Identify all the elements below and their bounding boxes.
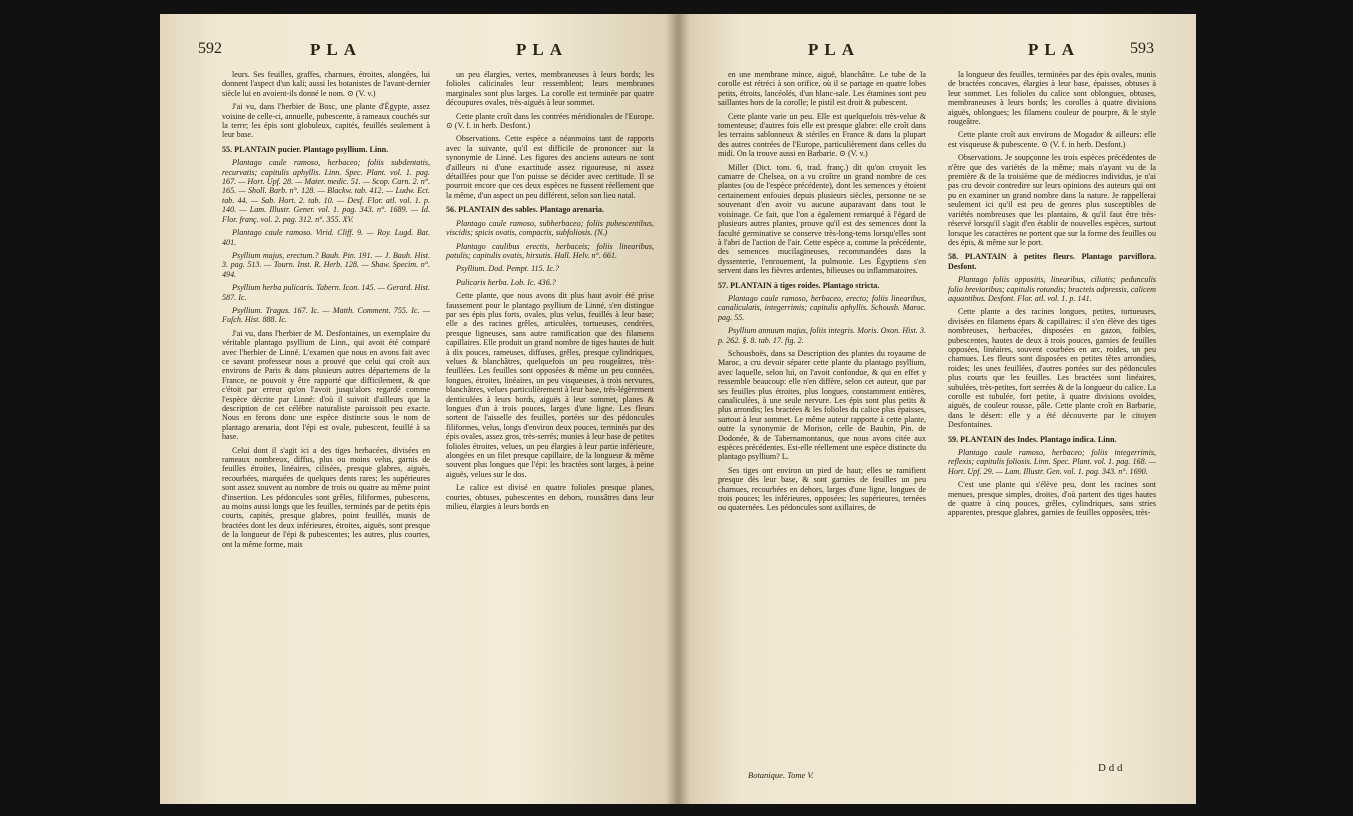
paragraph: Pulicaris herba. Lob. Ic. 436.? — [456, 277, 556, 287]
paragraph: 59. PLANTAIN des Indes. Plantago indica. Linn. — [948, 434, 1117, 444]
paragraph: Plantago foliis oppositis, linearibus, ciliatis; pedunculis folio brevioribus; capitulis rotundis; bracteis adpressis, calicem aquantibus. Desfont. Flor. atl. vol. 1. p. 141. — [948, 275, 1156, 303]
left-page — [160, 14, 678, 804]
text-column-2 — [948, 70, 1156, 522]
paragraph: Psyllium. Dod. Pempt. 115. Ic.? — [456, 264, 560, 274]
running-head-left: PLA — [310, 40, 362, 59]
right-page — [678, 14, 1196, 804]
running-head-left: PLA — [808, 40, 860, 59]
paragraph: J'ai vu, dans l'herbier de Bosc, une plante d'Égypte, assez voisine de celle-ci, annuelle, pubescente, à rameaux couchés sur la terre; les épis sont globuleux, capités, feuillés seulement à leur base. — [222, 102, 430, 140]
paragraph: en une membrane mince, aiguë, blanchâtre. Le tube de la corolle est rétréci à son orifice, où il se partage en quatre lobes petits, étroits, lancéolés, d'un blanc-sale. Les étamines sont peu saillantes hors de la corolle; le pistil est droit & pubescent. — [718, 70, 926, 108]
paragraph: Cette plante a des racines longues, petites, tortueuses, divisées en filamens épars & capillaires: il s'en élève des tiges nombreuses, herbacées, disposées en gazon, foibles, pubescentes, hautes de deux à trois pouces, garnies de feuilles opposées, linéaires, souvent courbées en arc, roides, un peu charnues. Les fleurs sont disposées en petites têtes arrondies, roides; les unes feuillées, d'autres portées sur des pédoncules plus courts que les feuilles. Les bractées sont linéaires, subulées, très-petites, fort serrées & de la longueur du calice. La corolle est tubulée, fort petite, à quatre divisions ovoïdes, aiguës, de couleur rousse, pâle. Cette plante croît en Barbarie, dans le désert: elle y a été découverte par le citoyen Desfontaines. — [948, 307, 1156, 430]
paragraph: Ses tiges ont environ un pied de haut; elles se ramifient presque dès leur base, & sont garnies de feuilles un peu charnues, recourbées en dehors, larges d'une ligne, longues de trois pouces; les inférieures, opposées; les supérieures, ternées ou quaternées. Les pédoncules sont axillaires, de — [718, 465, 926, 513]
running-head-right: PLA — [1028, 40, 1080, 59]
footer-volume: Botanique. Tome V. — [748, 770, 814, 780]
paragraph: Cette plante croît dans les contrées méridionales de l'Europe. ⊙ (V. f. in herb. Desfont.) — [446, 111, 654, 131]
text-column-1 — [718, 70, 926, 517]
paragraph: Schousboës, dans sa Description des plantes du royaume de Maroc, a cru devoir séparer cette plante du plantago psyllium, avec laquelle, selon lui, on l'avoit confondue, & qui en effet y ressemble beaucoup: elle n'en diffère, selon cet auteur, que par ses feuilles plus étroites, plus longues, constamment entières, canaliculées, à une seule nervure. Les épis sont plus petits & plus arrondis; les bractées & les folioles du calice plus épaisses, surtout à leur sommet. Le même auteur rapporte à cette plante, outre la synonymie de Morison, celle de Bauhin, Pin. de Dodonée, & de Tabernamontanus, que nous avons citée aux espèces précédentes. Est-elle réellement une espèce distincte du plantago psyllium? L. — [718, 348, 926, 462]
paragraph: Miller (Dict. tom. 6, trad. franç.) dit qu'on croyoit les camarre de Chelsea, on a vu croître un grand nombre de ces plantes (ou de l'espèce précédente), dont les semences y étoient certainement enfouies depuis plusieurs siècles, personne ne se souvenant d'en avoir vu aucune auparavant dans tout le voisinage. Ce fait, que l'on a également remarqué à l'égard de plusieurs autres plantes, prouve qu'il est des semences dont la faculté germinative se conserve très-long-tems lorsqu'elles sont à l'abri de l'action de l'air. Cette espèce a, comme la précédente, des semences mucilagineuses, recommandées dans la dyssenterie, l'enrouement, la pulmonie. Les Égyptiens s'en servent dans les fièvres ardentes, bilieuses ou inflammatoires. — [718, 162, 926, 276]
book-gutter — [666, 14, 690, 804]
paragraph: Plantago caule ramoso, herbaceo, erecto; foliis linearibus, canaliculatis, integerrimis; capitulis aphyllis. Schousb. Maroc. pag. 55. — [718, 293, 926, 322]
paragraph: Psyllium annuum majus, foliis integris. Moris. Oxon. Hist. 3. p. 262. §. 8. tab. 17. fig. 2. — [718, 326, 926, 345]
open-book — [160, 14, 1196, 804]
paragraph: 57. PLANTAIN à tiges roides. Plantago stricta. — [718, 280, 880, 290]
text-column-1 — [222, 70, 430, 553]
paragraph: Cette plante varie un peu. Elle est quelquefois très-velue & tomenteuse; d'autres fois elle est presque glabre: elle croît dans les terrains sablonneux & stériles en France & dans la plupart des autres contrées de l'Europe, particulièrement dans celles du midi. On la trouve aussi en Barbarie. ⊙ (V. v.) — [718, 111, 926, 159]
paragraph: la longueur des feuilles, terminées par des épis ovales, munis de bractées concaves, élargies à leur base, épaisses, obtuses à leur sommet. Les folioles du calice sont oblongues, obtuses, membraneuses à leurs bords; les corolles à quatre divisions aiguës, oblongues; les filamens couleur de pourpre, & le style rougeâtre. — [948, 70, 1156, 127]
paragraph: Celui dont il s'agit ici a des tiges herbacées, divisées en rameaux nombreux, diffus, plus ou moins velus, garnis de feuilles étroites, linéaires, cilisées, presque glabres, aiguës, recourbées, marquées de quelques dents rares; les supérieures sont assez souvent au nombre de trois ou quatre au même point d'insertion. Les pédoncules sont grêles, filiformes, pubescens, au moins aussi longs que les feuilles, terminés par de petits épis courts, capités, presque glabres, point feuillés, munis de bractées dont les deux inférieures, étroites, aiguës, sont presque de la longueur de l'épi & pubescentes; les autres, plus courtes, ont la même forme, mais — [222, 445, 430, 549]
paragraph: J'ai vu, dans l'herbier de M. Desfontaines, un exemplaire du véritable plantago psyllium de Linn., qui avoit été comparé avec l'herbier de Linné. L'examen que nous en avons fait avec ce savant professeur nous a prouvé que celui qui croît aux environs de Paris & dans plusieurs autres départemens de la France, ne pouvoit y être rapporté que difficilement, & que c'étoit par erreur qu'on l'avoit jusqu'alors regardé comme l'espèce décrite par Linné: d'où il suivoit d'ailleurs que la description de cet célèbre naturaliste paroissoit peu exacte. Nous en ferons donc une espèce distincte sous le nom de plantago arenaria, dont l'épi est ovale, pubescent, feuillé à sa base. — [222, 328, 430, 442]
signature-mark: D d d — [1098, 762, 1123, 774]
paragraph: Observations. Cette espèce a néanmoins tant de rapports avec la suivante, qu'il est difficile de prononcer sur la synonymie de Linné. Les figures des anciens auteurs ne sont d'ailleurs ni d'une exactitude assez rigoureuse, ni assez détaillées pour que l'on puisse se décider avec certitude. Il se pourroit encore que ces deux espèces ne fussent réellement que la même, d'un aspect un peu différent, selon son lieu natal. — [446, 134, 654, 200]
paragraph: Le calice est divisé en quatre folioles presque planes, courtes, obtuses, pubescentes en dehors, roussâtres dans leur milieu, élargies à leurs bords en — [446, 483, 654, 512]
paragraph: Cette plante croît aux environs de Mogador & ailleurs: elle est visqueuse & pubescente. ⊙ (V. f. in herb. Desfont.) — [948, 130, 1156, 149]
paragraph: un peu élargies, vertes, membraneuses à leurs bords; les folioles calicinales leur ressemblent; leurs membranes marginales sont plus larges. La corolle est terminée par quatre découpures ovales, très-aiguës à leur sommet. — [446, 70, 654, 108]
text-column-2 — [446, 70, 654, 515]
paragraph: 56. PLANTAIN des sables. Plantago arenaria. — [446, 205, 604, 215]
paragraph: Plantago caule ramoso, herbaceo; foliis integerrimis, reflexis; capitulis foliosis. Linn. Spec. Plant. vol. 1. pag. 168. — Hort. Upf. 29. — Lam. Illustr. Gen. vol. 1. pag. 343. n°. 1690. — [948, 448, 1156, 476]
paragraph: 58. PLANTAIN à petites fleurs. Plantago parviflora. Desfont. — [948, 252, 1156, 271]
paragraph: Psyllium herba pulicaris. Tabern. Icon. 145. — Gerard. Hist. 587. Ic. — [222, 283, 430, 302]
paragraph: leurs. Ses feuilles, graffes, charnues, étroites, alongées, lui donnent l'aspect d'un kali; aussi les botanistes de l'avant-dernier siècle lui en avoient-ils donné le nom. ⊙ (V. v.) — [222, 70, 430, 98]
paragraph: C'est une plante qui s'élève peu, dont les racines sont menues, presque simples, droites, d'où partent des tiges hautes de quatre à cinq pouces, grêles, cylindriques, sans stries apparentes, presque glabres, garnies de feuilles opposées, très- — [948, 480, 1156, 518]
paragraph: Observations. Je soupçonne les trois espèces précédentes de n'être que des variétés de la même; mais n'ayant vu de la première & de la troisième que de médiocres individus, je n'ai pas cru devoir contredire sur leurs opinions des auteurs qui ont pu en examiner un grand nombre dans la nature. Je rappellerai seulement ici qu'il est peu de genres plus susceptibles de variétés nombreuses que les plantains, & qu'il faut être très-réservé lorsqu'il s'agit d'en établir de nouvelles espèces, surtout lorsque les caractères ne portent que sur la forme des feuilles ou des épis, & même sur le port. — [948, 153, 1156, 247]
paragraph: Cette plante, que nous avons dit plus haut avoir été prise faussement pour le plantago psyllium de Linné, s'en distingue par ses épis plus forts, ovales, plus velus, feuillés à leur base; elle a des racines grêles, articulées, tortueuses, cendrées, presque ligneuses, sans autre ramification que des filamens capillaires. Elle produit un grand nombre de tiges hautes de huit à dix pouces, rameuses, diffuses, grêles, presque cylindriques, velues & blanchâtres, quelquefois un peu rougeâtres, très-feuillées. Les feuilles sont opposées & même un peu connées, longues, étroites, linéaires, un peu visqueuses, à trois nervures, blanchâtres, velues particulièrement à leur base, très-légèrement denticulées à leurs bords, aiguës à leur sommet, planes & longues d'un à trois pouces, larges d'une ligne. Les fleurs sortent de l'aisselle des feuilles, portées sur des pédoncules filiformes, velus, longs d'environ deux pouces, terminés par des épis ovales, assez gros, très-serrés; munies à leur base de petites folioles étroites, velues, un peu élargies à leur partie inférieure, alongées en un filet presque capillaire, de la longueur & même souvent plus longues que l'épi: les bractées sont larges, à peine aiguës, velues sur le dos. — [446, 291, 654, 479]
paragraph: 55. PLANTAIN pucier. Plantago psyllium. Linn. — [222, 144, 389, 154]
paragraph: Psyllium majus, erectum.? Bauh. Pin. 191. — J. Bauh. Hist. 3. pag. 513. — Tourn. Inst. R. Herb. 128. — Shaw. Specim. n°. 494. — [222, 250, 430, 279]
paragraph: Plantago caule ramoso, subherbaceo; foliis pubescentibus, viscidis; spicis ovatis, compactis, subfoliosis. (N.) — [446, 218, 654, 238]
page-number: 593 — [1130, 40, 1154, 57]
page-number: 592 — [198, 40, 222, 57]
running-head-right: PLA — [516, 40, 568, 59]
paragraph: Plantago caulibus erectis, herbaceis; foliis linearibus, patulis; capitulis ovatis, hirsutis. Hall. Helv. n°. 661. — [446, 241, 654, 260]
paragraph: Plantago caule ramoso. Virid. Cliff. 9. — Roy. Lugd. Bat. 401. — [222, 228, 430, 247]
paragraph: Plantago caule ramoso, herbaceo; foliis subdentatis, recurvatis; capitulis aphyllis. Linn. Spec. Plant. vol. 1. pag. 167. — Hort. Upf. 28. — Mater. medic. 51. — Scop. Carn. 2. n°. 165. — Sholl. Barb. n°. 128. — Blackw. tab. 412. — Ludw. Ect. tab. 44. — Sab. Hort. 2. tab. 10. — Desf. Flor. atl. vol. 1. p. 140. — Lam. Illustr. Gener. vol. 1. pag. 343. n°. 1689. — Id. Flor. franç. vol. 2. pag. 312. n°. 355. XV. — [222, 158, 430, 224]
paragraph: Psyllium. Tragus. 167. Ic. — Matth. Comment. 755. Ic. — Fuſch. Hist. 888. Ic. — [222, 305, 430, 325]
